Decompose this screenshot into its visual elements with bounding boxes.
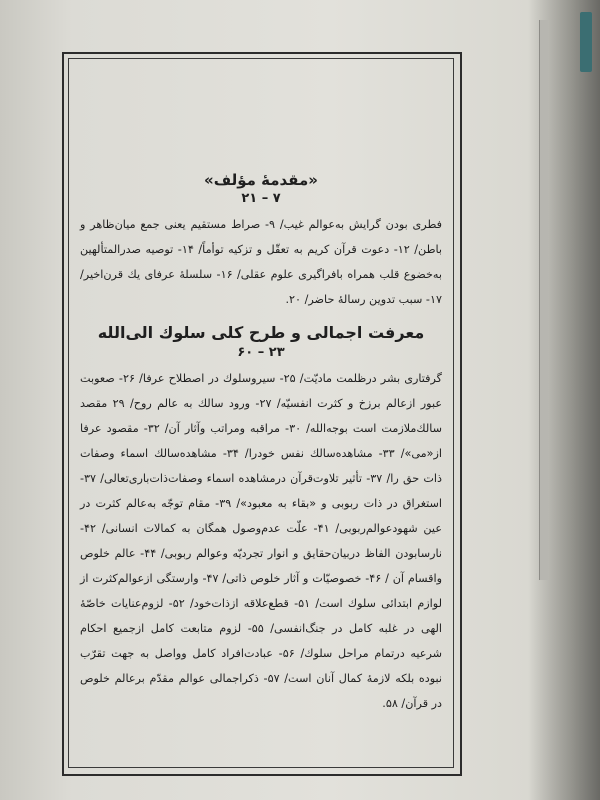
- section-page-range: ۲۳ – ۶۰: [237, 345, 285, 360]
- section-contents: گرفتاری بشر درظلمت مادیّت/ ۲۵- سیروسلوك در اصطلاح عرفا/ ۲۶- صعوبت عبور ازعالم برزخ و کثرت انفسیّه/ ۲۷- ورود سالك به عالم روح/ ۲۹ مقصد سالك‌ملازمت است بوجه‌الله/ ۳۰- مراقبه ومراتب وآثار آن/ ۳۲- مقصود عرفا از«می»/ ۳۳- مشاهده‌سالك نفس خودرا/ ۳۴- مشاهده‌سالك اسماء وصفات ذات حق را/ ۳۷- تأثیر تلاوت‌قرآن درمشاهده اسماء وصفات‌ذات‌باری‌تعالی/ ۳۷- استغراق در ذات ربوبی و «بقاء به معبود»/ ۳۹- مقام توجّه به‌عالم کثرت در عین شهودعوالم‌ربوبی/ ۴۱- علّت عدم‌وصول همگان به کمالات انسانی/ ۴۲- نارسابودن الفاظ دربیان‌حقایق و انوار تجردیّه وعوالم ربوبی/ ۴۴- عالم خلوص واقسام آن / ۴۶- خصوصیّات و آثار خلوص ذاتی/ ۴۷- وارستگی ازعوالم‌کثرت از لوازم ابتدائی سلوك است/ ۵۱- قطع‌علاقه ازذات‌خود/ ۵۲- لزوم‌عنایات خاصّهٔ الهی در غلبه کامل در جنگ‌انفسی/ ۵۵- لزوم متابعت کامل ازجمیع احکام شرعیه درتمام مراحل سلوك/ ۵۶- عبادت‌افراد کامل وواصل به جهت تقرّب نبوده بلکه لازمهٔ کمال آنان است/ ۵۷- ذکراجمالی عوالم مقدّم برعالم خلوص در قرآن/ ۵۸.: [80, 372, 443, 710]
- table-of-contents: [80, 170, 442, 760]
- section-contents: فطری بودن گرایش به‌عوالم غیب/ ۹- صراط مستقیم یعنی جمع میان‌ظاهر و باطن/ ۱۲- دعوت قرآن کریم به تعقّل و تزکیه توأماً/ ۱۴- توصیه صدرالمتألهین به‌خضوع قلب همراه بافراگیری علوم عقلی/ ۱۶- سلسلهٔ عرفای یك قرن‌اخیر/ ۱۷- سبب تدوین رسالهٔ حاضر/ ۲۰.: [80, 218, 442, 306]
- section-title: «مقدمهٔ مؤلف»: [204, 171, 318, 189]
- section-title: معرفت اجمالی و طرح کلی سلوك الی‌الله: [97, 323, 425, 342]
- bookmark-ribbon: [580, 12, 592, 72]
- section-page-range: ۷ – ۲۱: [241, 191, 281, 206]
- binding-edge: [539, 20, 548, 580]
